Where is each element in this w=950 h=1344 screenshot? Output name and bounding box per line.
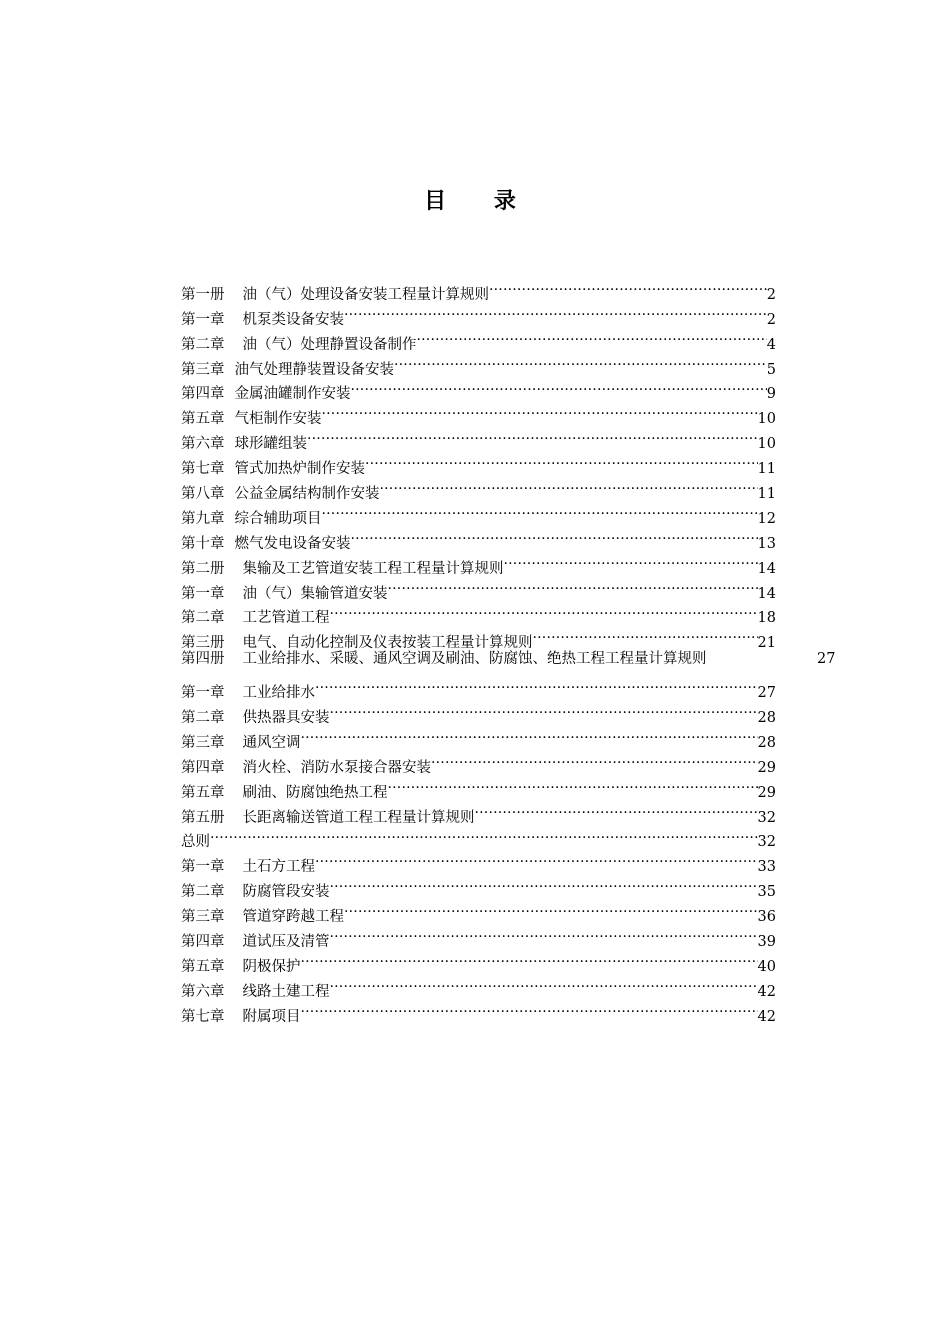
toc-entry-number: 第一章 — [181, 859, 225, 876]
toc-entry-label: 油气处理静装置设备安装 — [234, 361, 394, 378]
toc-leader-dots — [417, 324, 767, 349]
toc-entry-number: 第七章 — [181, 1008, 225, 1025]
toc-entry-label: 油（气）处理设备安装工程量计算规则 — [242, 286, 489, 303]
toc-entry-page-number: 42 — [757, 1008, 776, 1025]
toc-entry[interactable] — [181, 647, 836, 672]
toc-leader-dots — [388, 772, 758, 797]
toc-entry-number: 第一章 — [181, 685, 225, 702]
toc-leader-dots — [330, 921, 758, 946]
toc-entry-number: 第一章 — [181, 311, 225, 328]
toc-leader-dots — [330, 971, 758, 996]
toc-entry-page-number: 29 — [757, 784, 776, 801]
toc-entry-page-number: 29 — [757, 759, 776, 776]
toc-entry-label: 工艺管道工程 — [242, 610, 330, 627]
toc-entry-label: 阴极保护 — [242, 958, 301, 975]
toc-entry-number: 第一章 — [181, 585, 225, 602]
toc-entry-page-number: 28 — [757, 710, 776, 727]
toc-entry-number: 第三章 — [181, 361, 225, 378]
toc-entry-label: 油（气）处理静置设备制作 — [242, 336, 417, 353]
toc-leader-dots — [344, 896, 758, 921]
toc-entry-page-number: 39 — [757, 934, 776, 951]
toc-entry-label: 线路土建工程 — [242, 983, 330, 1000]
toc-leader-dots — [351, 523, 758, 548]
toc-entry-page-number: 11 — [757, 486, 776, 503]
toc-entry-label: 工业给排水 — [242, 685, 315, 702]
toc-entry-page-number: 40 — [757, 958, 776, 975]
toc-entry-label: 供热器具安装 — [242, 710, 330, 727]
toc-entry-number: 第二章 — [181, 610, 225, 627]
toc-entry-page-number: 11 — [757, 461, 776, 478]
toc-leader-dots — [351, 374, 767, 399]
toc-entry-label: 公益金属结构制作安装 — [234, 486, 380, 503]
toc-entry-page-number: 32 — [757, 834, 776, 851]
toc-entry-page-number: 2 — [766, 286, 776, 303]
toc-entry-page-number: 32 — [757, 809, 776, 826]
toc-leader-dots — [475, 797, 758, 822]
toc-entry-page-number: 35 — [757, 884, 776, 901]
toc-entry[interactable] — [181, 274, 776, 303]
toc-leader-dots — [380, 473, 758, 498]
toc-entry-number: 第八章 — [181, 486, 225, 503]
toc-title: 目 录 — [424, 188, 536, 214]
toc-entry-label: 综合辅助项目 — [234, 510, 322, 527]
toc-entry-label: 气柜制作安装 — [234, 411, 322, 428]
toc-entry-page-number: 12 — [757, 510, 776, 527]
toc-entry-label: 土石方工程 — [242, 859, 315, 876]
toc-entry-page-number: 36 — [757, 909, 776, 926]
toc-entry-label: 管式加热炉制作安装 — [234, 461, 365, 478]
toc-entry-number: 第三章 — [181, 734, 225, 751]
toc-leader-dots — [330, 598, 758, 623]
toc-leader-dots — [330, 871, 758, 896]
toc-entry-number: 第五章 — [181, 784, 225, 801]
toc-entry-page-number: 14 — [757, 560, 776, 577]
toc-entry-number: 第四章 — [181, 934, 225, 951]
toc-entry-label: 球形罐组装 — [234, 436, 307, 453]
toc-entry-number: 第三章 — [181, 909, 225, 926]
toc-entry[interactable] — [181, 822, 776, 851]
toc-entry-label: 油（气）集输管道安装 — [242, 585, 388, 602]
toc-entry-label: 燃气发电设备安装 — [234, 535, 351, 552]
toc-entry[interactable] — [181, 846, 776, 876]
toc-entry-label: 防腐管段安装 — [242, 884, 330, 901]
toc-entry-number: 第六章 — [181, 436, 225, 453]
toc-leader-dots — [344, 299, 767, 324]
toc-entry-page-number: 28 — [757, 734, 776, 751]
toc-leader-dots — [315, 846, 758, 871]
toc-entry-number: 第一册 — [181, 286, 225, 303]
toc-entry-page-number: 5 — [766, 361, 776, 378]
toc-entry-label: 道试压及清管 — [242, 934, 330, 951]
toc-leader-dots — [365, 448, 758, 473]
toc-entry-label: 刷油、防腐蚀绝热工程 — [242, 784, 388, 801]
toc-leader-dots — [315, 672, 758, 697]
toc-leader-dots — [322, 498, 758, 523]
toc-leader-dots — [394, 349, 767, 374]
toc-entry-number: 第九章 — [181, 510, 225, 527]
toc-leader-dots — [301, 996, 758, 1021]
toc-entry-number: 第五章 — [181, 411, 225, 428]
toc-entry-page-number: 21 — [757, 635, 776, 652]
toc-leader-dots — [322, 398, 758, 423]
toc-entry-number: 第七章 — [181, 461, 225, 478]
toc-entry-number: 第四章 — [181, 759, 225, 776]
toc-entry-page-number: 27 — [757, 685, 776, 702]
toc-entry-page-number: 10 — [757, 411, 776, 428]
toc-leader-dots — [431, 747, 758, 772]
toc-leader-dots — [489, 274, 767, 299]
toc-entry-page-number: 2 — [766, 311, 776, 328]
toc-leader-dots — [330, 697, 758, 722]
toc-leader-dots — [301, 946, 758, 971]
toc-entry-page-number: 18 — [757, 610, 776, 627]
toc-entry-number: 第五册 — [181, 809, 225, 826]
toc-entry-number: 第四册 — [181, 651, 225, 668]
toc-entry-label: 消火栓、消防水泵接合器安装 — [242, 759, 431, 776]
toc-entry-number: 第二章 — [181, 884, 225, 901]
toc-entry-number: 第四章 — [181, 386, 225, 403]
toc-entry-page-number: 4 — [766, 336, 776, 353]
toc-leader-dots — [307, 423, 758, 448]
toc-entry-number: 第六章 — [181, 983, 225, 1000]
toc-entry-page-number: 33 — [757, 859, 776, 876]
toc-entry-label: 金属油罐制作安装 — [234, 386, 351, 403]
toc-entry-label: 电气、自动化控制及仪表按装工程量计算规则 — [242, 635, 533, 652]
toc-entry-label: 总则 — [181, 834, 210, 851]
toc-leader-dots — [388, 573, 758, 598]
toc-entry-page-number: 10 — [757, 436, 776, 453]
toc-entry-number: 第二章 — [181, 336, 225, 353]
toc-entry-page-number: 27 — [817, 651, 836, 668]
toc-entry-number: 第二册 — [181, 560, 225, 577]
toc-entry-page-number: 14 — [757, 585, 776, 602]
toc-entry-label: 附属项目 — [242, 1008, 301, 1025]
toc-entry-page-number: 13 — [757, 535, 776, 552]
toc-entry-label: 长距离输送管道工程工程量计算规则 — [242, 809, 475, 826]
toc-leader-dots — [301, 722, 758, 747]
toc-entry-page-number: 42 — [757, 983, 776, 1000]
toc-entry[interactable] — [181, 672, 776, 702]
toc-leader-dots — [504, 548, 758, 573]
toc-entry-page-number: 9 — [766, 386, 776, 403]
toc-leader-dots — [533, 622, 758, 647]
toc-entry-label: 机泵类设备安装 — [242, 311, 344, 328]
toc-entry-label: 集输及工艺管道安装工程工程量计算规则 — [242, 560, 504, 577]
toc-entry-number: 第十章 — [181, 535, 225, 552]
toc-entry-number: 第二章 — [181, 710, 225, 727]
toc-leader-dots — [210, 822, 758, 847]
toc-entry-label: 管道穿跨越工程 — [242, 909, 344, 926]
table-of-contents — [181, 274, 836, 1025]
toc-entry-number: 第三册 — [181, 635, 225, 652]
toc-entry-label: 工业给排水、采暖、通风空调及刷油、防腐蚀、绝热工程工程量计算规则 — [242, 651, 707, 668]
toc-entry-number: 第五章 — [181, 958, 225, 975]
toc-entry-label: 通风空调 — [242, 734, 301, 751]
